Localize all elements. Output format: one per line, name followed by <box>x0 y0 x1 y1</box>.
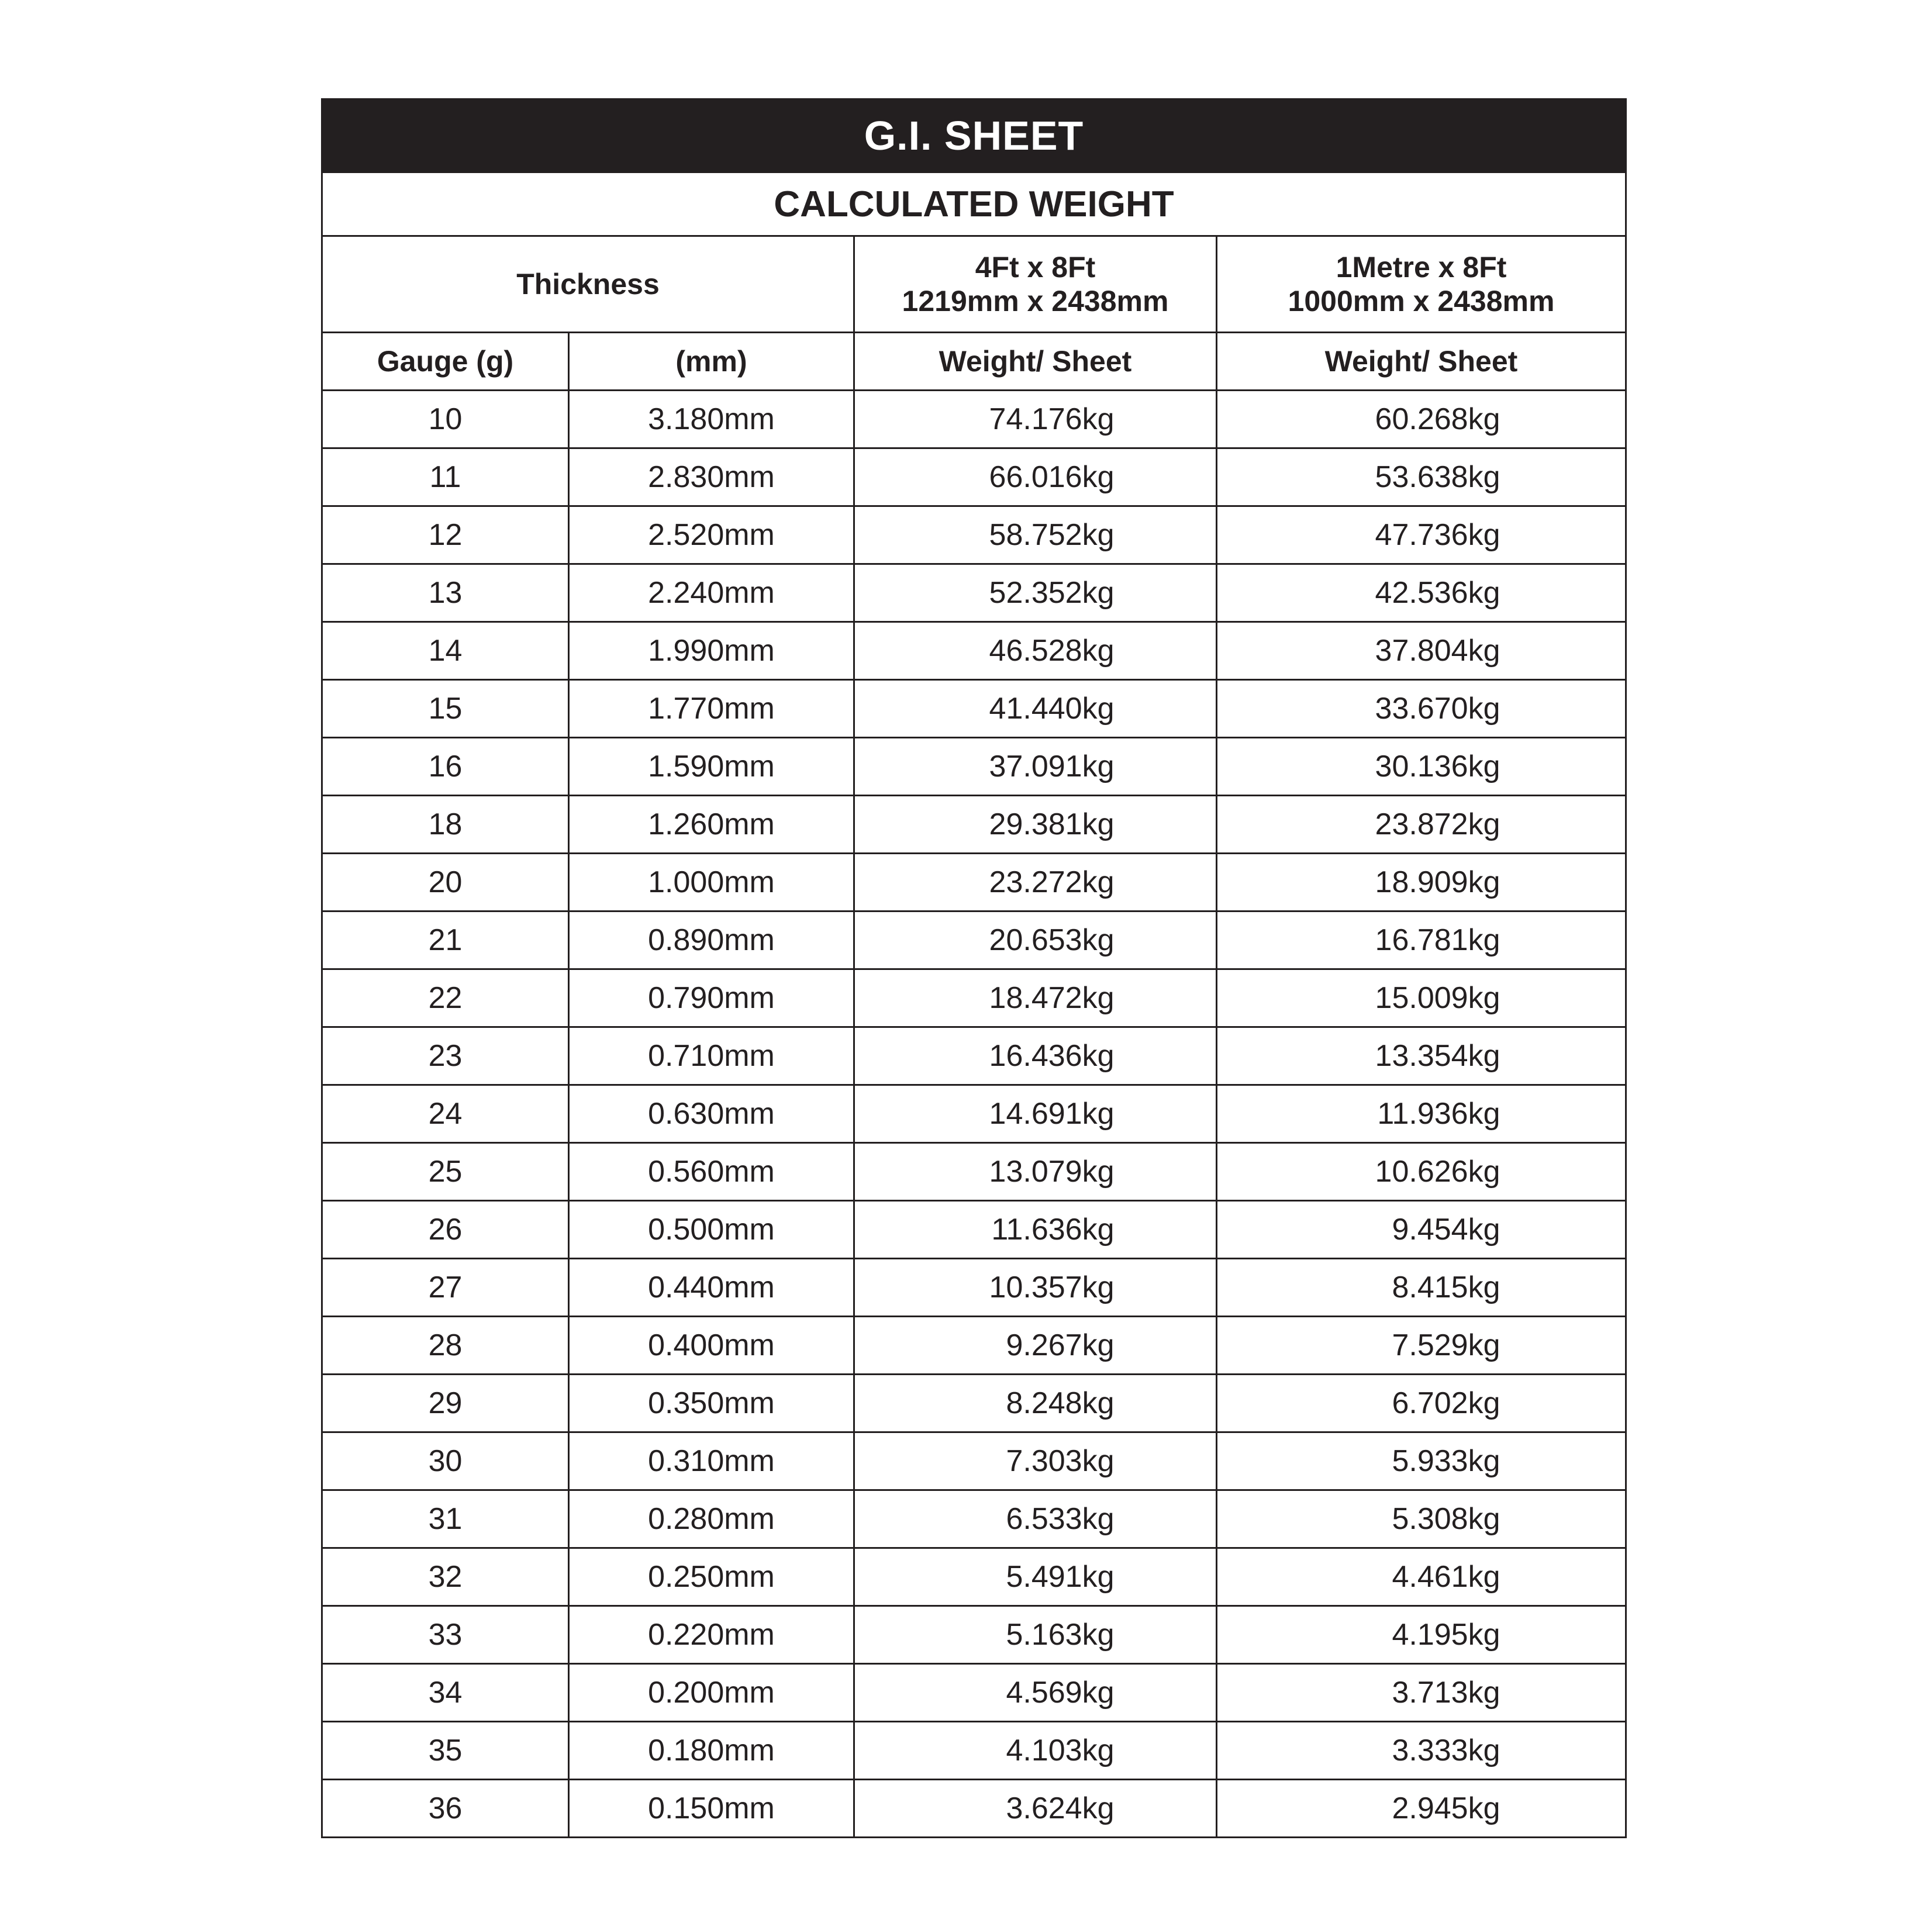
weight-a-cell <box>854 1085 1217 1143</box>
weight-b-cell <box>1217 1259 1626 1317</box>
weight-a-cell-value: 18.472kg <box>989 981 1115 1015</box>
weight-a-cell-value: 58.752kg <box>989 518 1115 552</box>
weight-a-cell <box>854 1143 1217 1201</box>
weight-a-cell <box>854 1722 1217 1780</box>
weight-b-column-header: Weight/ Sheet <box>1217 333 1626 391</box>
weight-a-cell <box>854 1027 1217 1085</box>
weight-b-cell <box>1217 1432 1626 1490</box>
size-b-metre: 1Metre x 8Ft <box>1336 251 1507 284</box>
weight-b-cell-value: 3.713kg <box>1392 1676 1500 1710</box>
weight-a-cell <box>854 1259 1217 1317</box>
weight-b-cell-value: 37.804kg <box>1375 634 1500 668</box>
weight-a-cell <box>854 738 1217 796</box>
gauge-cell: 24 <box>322 1085 569 1143</box>
gauge-cell: 29 <box>322 1375 569 1432</box>
weight-b-cell <box>1217 1548 1626 1606</box>
mm-cell: 0.400mm <box>569 1317 854 1375</box>
table-row <box>322 1201 1626 1259</box>
weight-a-cell <box>854 912 1217 969</box>
mm-cell: 0.630mm <box>569 1085 854 1143</box>
gauge-column-header: Gauge (g) <box>322 333 569 391</box>
gauge-cell: 13 <box>322 564 569 622</box>
gauge-cell: 33 <box>322 1606 569 1664</box>
column-label-row <box>322 333 1626 391</box>
table-row <box>322 1027 1626 1085</box>
weight-b-cell-value: 15.009kg <box>1375 981 1500 1015</box>
mm-cell: 0.280mm <box>569 1490 854 1548</box>
weight-a-cell <box>854 1780 1217 1838</box>
gauge-cell: 22 <box>322 969 569 1027</box>
weight-a-cell-value: 3.624kg <box>1006 1791 1115 1825</box>
weight-a-cell-value: 11.636kg <box>991 1213 1115 1247</box>
weight-a-cell-value: 4.103kg <box>1006 1734 1115 1767</box>
gauge-cell: 34 <box>322 1664 569 1722</box>
table-row <box>322 1722 1626 1780</box>
weight-a-cell-value: 66.016kg <box>989 460 1115 494</box>
weight-a-cell <box>854 1317 1217 1375</box>
table-row <box>322 912 1626 969</box>
weight-b-cell-value: 7.529kg <box>1392 1328 1500 1362</box>
gauge-cell: 11 <box>322 448 569 506</box>
weight-b-cell-value: 6.702kg <box>1392 1386 1500 1420</box>
table-row <box>322 1317 1626 1375</box>
gauge-cell: 26 <box>322 1201 569 1259</box>
weight-a-cell <box>854 1201 1217 1259</box>
table-body <box>322 391 1626 1838</box>
weight-b-cell-value: 13.354kg <box>1375 1039 1500 1073</box>
weight-a-cell-value: 5.491kg <box>1006 1560 1115 1594</box>
weight-b-cell <box>1217 448 1626 506</box>
gauge-cell: 18 <box>322 796 569 854</box>
mm-cell: 0.790mm <box>569 969 854 1027</box>
table-row <box>322 391 1626 448</box>
weight-a-cell-value: 37.091kg <box>989 750 1115 783</box>
weight-b-cell <box>1217 506 1626 564</box>
weight-b-cell-value: 10.626kg <box>1375 1155 1500 1189</box>
weight-b-cell <box>1217 912 1626 969</box>
mm-column-header: (mm) <box>569 333 854 391</box>
weight-b-cell <box>1217 622 1626 680</box>
gauge-cell: 23 <box>322 1027 569 1085</box>
gauge-cell: 28 <box>322 1317 569 1375</box>
weight-a-cell <box>854 1548 1217 1606</box>
weight-b-cell <box>1217 680 1626 738</box>
weight-b-cell <box>1217 1085 1626 1143</box>
weight-b-cell-value: 18.909kg <box>1375 865 1500 899</box>
subtitle-row <box>322 172 1626 236</box>
weight-b-cell-value: 30.136kg <box>1375 750 1500 783</box>
table-row <box>322 1375 1626 1432</box>
weight-a-cell-value: 41.440kg <box>989 692 1115 726</box>
weight-a-cell <box>854 1432 1217 1490</box>
mm-cell: 1.260mm <box>569 796 854 854</box>
weight-b-cell <box>1217 391 1626 448</box>
gauge-cell: 32 <box>322 1548 569 1606</box>
gauge-cell: 30 <box>322 1432 569 1490</box>
weight-b-cell <box>1217 1780 1626 1838</box>
mm-cell: 0.310mm <box>569 1432 854 1490</box>
mm-cell: 0.440mm <box>569 1259 854 1317</box>
weight-b-cell-value: 4.461kg <box>1392 1560 1500 1594</box>
size-a-header <box>854 236 1217 333</box>
table-row <box>322 738 1626 796</box>
mm-cell: 2.240mm <box>569 564 854 622</box>
weight-a-cell-value: 20.653kg <box>989 923 1115 957</box>
gauge-cell: 10 <box>322 391 569 448</box>
weight-table <box>321 98 1627 1838</box>
weight-a-column-header: Weight/ Sheet <box>854 333 1217 391</box>
table-row <box>322 1143 1626 1201</box>
weight-b-cell-value: 23.872kg <box>1375 807 1500 841</box>
weight-a-cell <box>854 506 1217 564</box>
dimension-header-row <box>322 236 1626 333</box>
gauge-cell: 27 <box>322 1259 569 1317</box>
table-row <box>322 1664 1626 1722</box>
weight-b-cell <box>1217 564 1626 622</box>
weight-b-cell <box>1217 1606 1626 1664</box>
weight-b-cell-value: 5.933kg <box>1392 1444 1500 1478</box>
gauge-cell: 25 <box>322 1143 569 1201</box>
mm-cell: 0.500mm <box>569 1201 854 1259</box>
weight-a-cell-value: 52.352kg <box>989 576 1115 610</box>
weight-b-cell <box>1217 1375 1626 1432</box>
weight-b-cell <box>1217 969 1626 1027</box>
gauge-cell: 35 <box>322 1722 569 1780</box>
weight-a-cell <box>854 969 1217 1027</box>
gauge-cell: 31 <box>322 1490 569 1548</box>
table-title: G.I. SHEET <box>322 99 1626 172</box>
mm-cell: 2.520mm <box>569 506 854 564</box>
weight-b-cell <box>1217 1722 1626 1780</box>
gauge-cell: 16 <box>322 738 569 796</box>
gauge-cell: 36 <box>322 1780 569 1838</box>
weight-b-cell-value: 60.268kg <box>1375 402 1500 436</box>
weight-b-cell-value: 9.454kg <box>1392 1213 1500 1247</box>
table-row <box>322 1780 1626 1838</box>
weight-b-cell <box>1217 1027 1626 1085</box>
thickness-header: Thickness <box>322 236 854 333</box>
table-row <box>322 1432 1626 1490</box>
gauge-cell: 21 <box>322 912 569 969</box>
gauge-cell: 14 <box>322 622 569 680</box>
mm-cell: 3.180mm <box>569 391 854 448</box>
weight-a-cell-value: 9.267kg <box>1006 1328 1115 1362</box>
weight-b-cell-value: 11.936kg <box>1377 1097 1500 1131</box>
table-row <box>322 796 1626 854</box>
weight-b-cell-value: 16.781kg <box>1375 923 1500 957</box>
weight-a-cell-value: 29.381kg <box>989 807 1115 841</box>
weight-b-cell <box>1217 1201 1626 1259</box>
mm-cell: 0.220mm <box>569 1606 854 1664</box>
title-row <box>322 99 1626 172</box>
weight-a-cell <box>854 854 1217 912</box>
gauge-cell: 12 <box>322 506 569 564</box>
table-subtitle: CALCULATED WEIGHT <box>322 172 1626 236</box>
table-row <box>322 1085 1626 1143</box>
weight-b-cell <box>1217 854 1626 912</box>
weight-a-cell-value: 10.357kg <box>989 1270 1115 1304</box>
weight-b-cell <box>1217 1143 1626 1201</box>
weight-a-cell <box>854 1606 1217 1664</box>
weight-a-cell-value: 46.528kg <box>989 634 1115 668</box>
mm-cell: 0.890mm <box>569 912 854 969</box>
table-row <box>322 448 1626 506</box>
size-a-feet: 4Ft x 8Ft <box>975 251 1096 284</box>
weight-b-cell-value: 3.333kg <box>1392 1734 1500 1767</box>
weight-a-cell <box>854 1490 1217 1548</box>
weight-a-cell-value: 13.079kg <box>989 1155 1115 1189</box>
weight-a-cell <box>854 1375 1217 1432</box>
weight-b-cell <box>1217 796 1626 854</box>
weight-a-cell <box>854 622 1217 680</box>
weight-a-cell <box>854 1664 1217 1722</box>
weight-b-cell-value: 5.308kg <box>1392 1502 1500 1536</box>
mm-cell: 0.200mm <box>569 1664 854 1722</box>
weight-b-cell <box>1217 1490 1626 1548</box>
table-row <box>322 969 1626 1027</box>
weight-b-cell-value: 42.536kg <box>1375 576 1500 610</box>
weight-a-cell-value: 16.436kg <box>989 1039 1115 1073</box>
weight-b-cell-value: 8.415kg <box>1392 1270 1500 1304</box>
weight-a-cell <box>854 448 1217 506</box>
weight-a-cell-value: 6.533kg <box>1006 1502 1115 1536</box>
table-row <box>322 1259 1626 1317</box>
mm-cell: 1.000mm <box>569 854 854 912</box>
gauge-cell: 15 <box>322 680 569 738</box>
weight-b-cell <box>1217 1664 1626 1722</box>
table-row <box>322 680 1626 738</box>
weight-a-cell-value: 4.569kg <box>1006 1676 1115 1710</box>
weight-a-cell-value: 5.163kg <box>1006 1618 1115 1652</box>
weight-a-cell <box>854 796 1217 854</box>
weight-b-cell-value: 33.670kg <box>1375 692 1500 726</box>
size-b-header <box>1217 236 1626 333</box>
weight-b-cell <box>1217 738 1626 796</box>
table-row <box>322 1548 1626 1606</box>
weight-a-cell-value: 7.303kg <box>1006 1444 1115 1478</box>
weight-b-cell-value: 4.195kg <box>1392 1618 1500 1652</box>
size-a-mm: 1219mm x 2438mm <box>902 285 1169 317</box>
table-row <box>322 1490 1626 1548</box>
mm-cell: 0.350mm <box>569 1375 854 1432</box>
gauge-cell: 20 <box>322 854 569 912</box>
mm-cell: 1.590mm <box>569 738 854 796</box>
weight-b-cell-value: 2.945kg <box>1392 1791 1500 1825</box>
weight-a-cell-value: 14.691kg <box>989 1097 1115 1131</box>
size-b-mm: 1000mm x 2438mm <box>1288 285 1555 317</box>
mm-cell: 0.250mm <box>569 1548 854 1606</box>
mm-cell: 0.180mm <box>569 1722 854 1780</box>
weight-a-cell <box>854 391 1217 448</box>
mm-cell: 0.560mm <box>569 1143 854 1201</box>
table-row <box>322 622 1626 680</box>
mm-cell: 1.990mm <box>569 622 854 680</box>
weight-b-cell <box>1217 1317 1626 1375</box>
table-row <box>322 564 1626 622</box>
weight-b-cell-value: 47.736kg <box>1375 518 1500 552</box>
weight-b-cell-value: 53.638kg <box>1375 460 1500 494</box>
mm-cell: 0.710mm <box>569 1027 854 1085</box>
weight-a-cell-value: 74.176kg <box>989 402 1115 436</box>
weight-a-cell <box>854 564 1217 622</box>
table-row <box>322 1606 1626 1664</box>
table-row <box>322 854 1626 912</box>
weight-a-cell-value: 8.248kg <box>1006 1386 1115 1420</box>
weight-a-cell <box>854 680 1217 738</box>
weight-a-cell-value: 23.272kg <box>989 865 1115 899</box>
mm-cell: 1.770mm <box>569 680 854 738</box>
mm-cell: 2.830mm <box>569 448 854 506</box>
table-row <box>322 506 1626 564</box>
mm-cell: 0.150mm <box>569 1780 854 1838</box>
